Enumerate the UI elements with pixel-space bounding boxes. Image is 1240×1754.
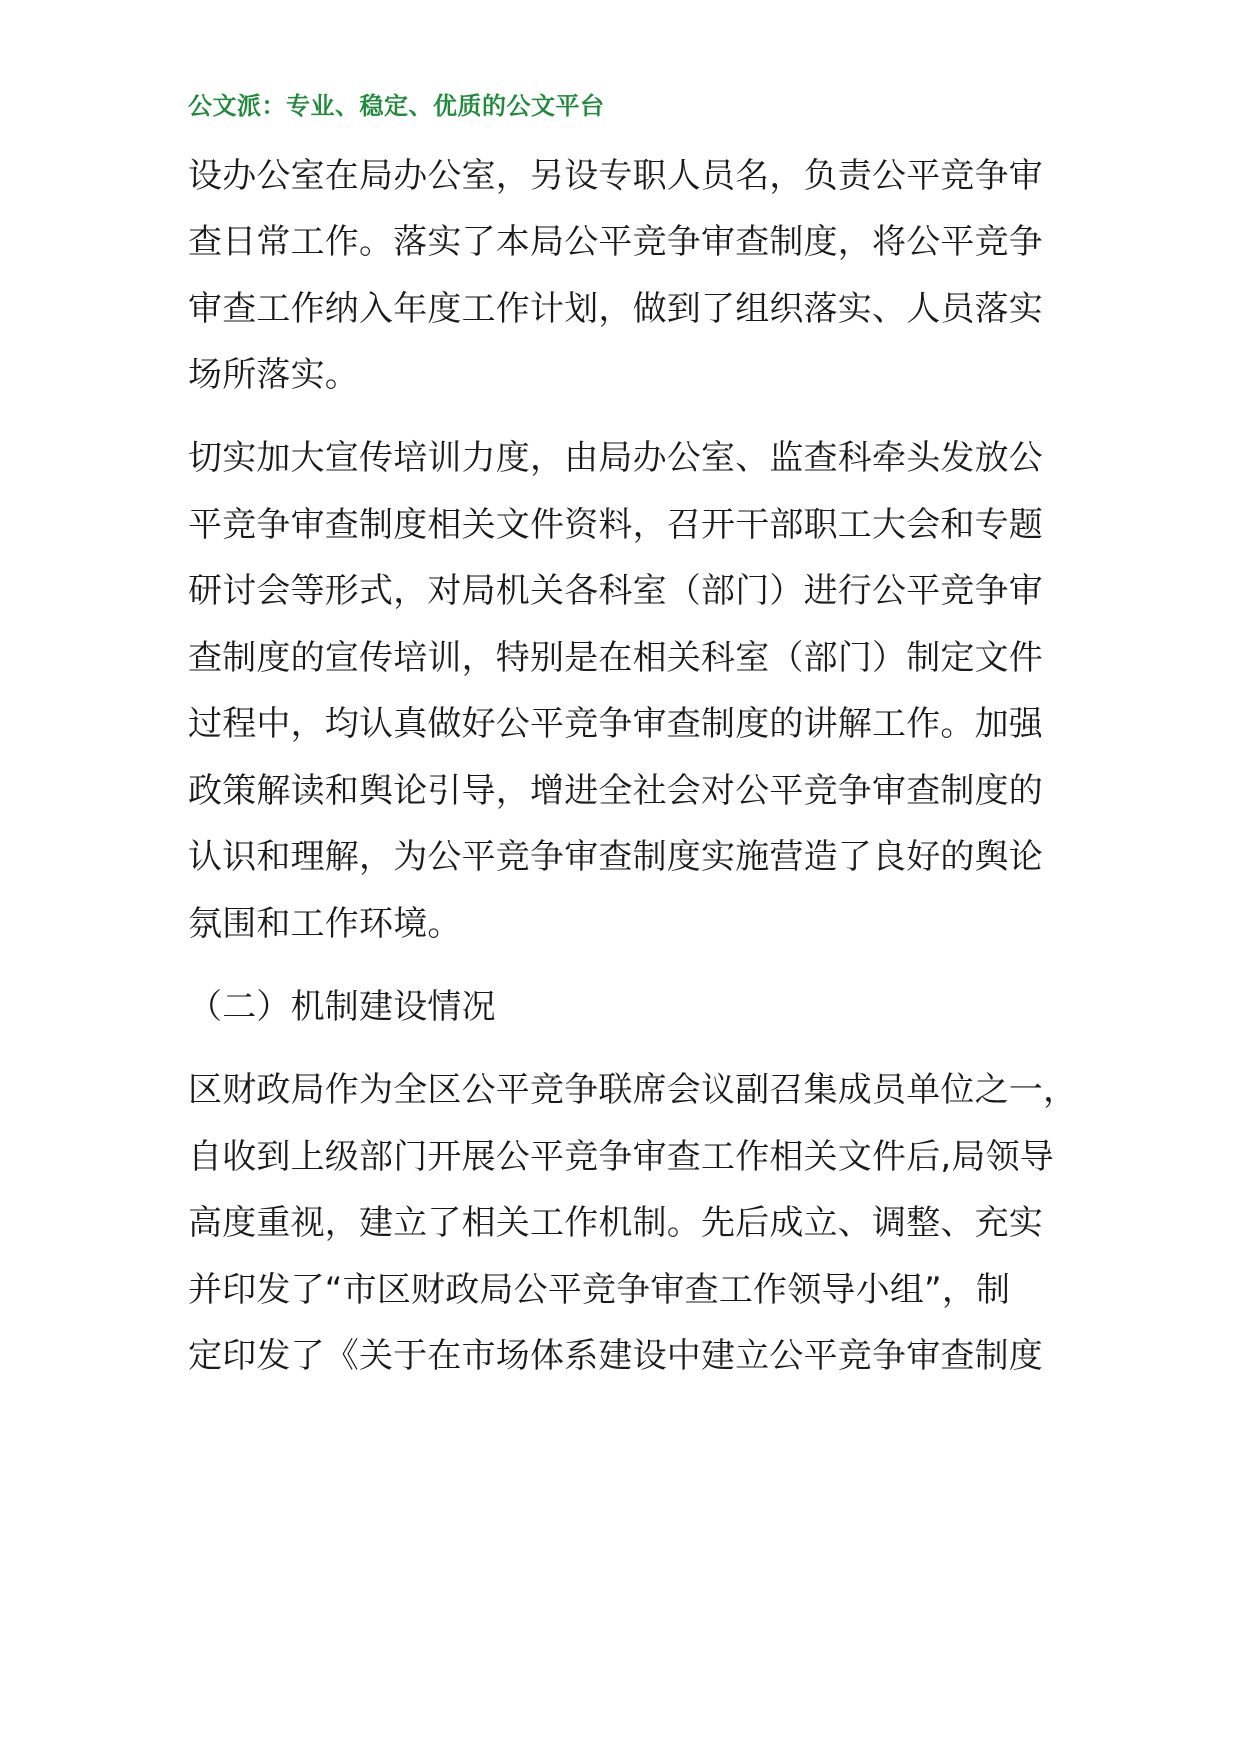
text-line: 定印发了《关于在市场体系建设中建立公平竞争审查制度 [188,1336,1043,1376]
text-line: 场所落实。 [188,355,359,395]
text-line: 过程中，均认真做好公平竞争审查制度的讲解工作。加强 [188,704,1043,744]
text-line: 查日常工作。落实了本局公平竞争审查制度，将公平竞争 [188,222,1043,262]
text-line: 自收到上级部门开展公平竞争审查工作相关文件后,局领导 [188,1137,1055,1177]
page-header: 公文派：专业、稳定、优质的公文平台 [188,92,605,120]
text-line: 研讨会等形式，对局机关各科室（部门）进行公平竞争审 [188,571,1043,611]
text-line: 平竞争审查制度相关文件资料，召开干部职工大会和专题 [188,505,1043,545]
text-line: 认识和理解，为公平竞争审查制度实施营造了良好的舆论 [188,837,1043,877]
text-line: 切实加大宣传培训力度，由局办公室、监查科牵头发放公 [188,438,1043,478]
text-line: 设办公室在局办公室，另设专职人员名，负责公平竞争审 [188,156,1043,196]
text-line: 政策解读和舆论引导，增进全社会对公平竞争审查制度的 [188,771,1043,811]
text-line: 区财政局作为全区公平竞争联席会议副召集成员单位之一， [188,1070,1078,1110]
text-line: 查制度的宣传培训，特别是在相关科室（部门）制定文件 [188,638,1043,678]
text-line: 并印发了“市区财政局公平竞争审查工作领导小组”，制 [188,1270,1011,1310]
text-line: 高度重视，建立了相关工作机制。先后成立、调整、充实 [188,1203,1043,1243]
section-heading: （二）机制建设情况 [188,987,496,1027]
text-line: 审查工作纳入年度工作计划，做到了组织落实、人员落实 [188,289,1043,329]
text-line: 氛围和工作环境。 [188,904,462,944]
